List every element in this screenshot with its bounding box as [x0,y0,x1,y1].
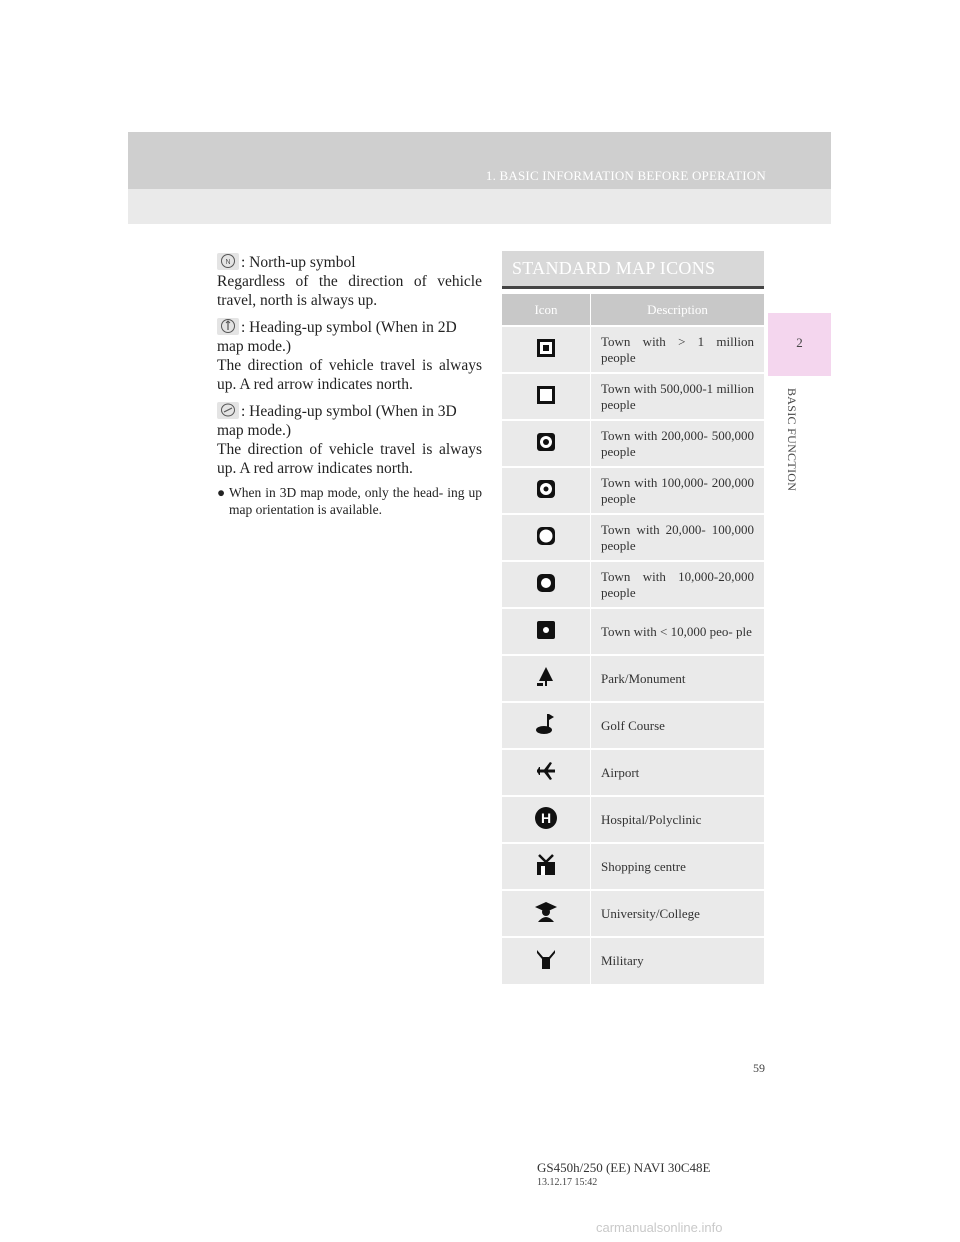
heading-2d-line [217,318,482,356]
airport-icon [534,759,558,783]
table-row [502,561,764,608]
col-header-icon: Icon [502,294,591,326]
orientation-description [217,253,482,518]
table-row [502,326,764,373]
chapter-title: 1. BASIC INFORMATION BEFORE OPERATION [485,168,766,183]
north-up-line [217,253,482,272]
town-over-1m-icon [536,338,556,358]
table-row [502,514,764,561]
north-up-icon [217,253,239,270]
row-description: Town with 500,000-1 million people [591,373,765,420]
side-tab-number [768,313,831,376]
heading-2d-text: The direction of vehicle travel is always up. A red arrow indicates north. [217,357,482,393]
table-row [502,608,764,655]
town-100k-200k-icon [536,479,556,499]
table-row [502,937,764,984]
golf-course-icon [534,712,558,736]
table-row [502,420,764,467]
town-500k-1m-icon [536,385,556,405]
side-tab-number-text: 2 [796,335,803,350]
table-row [502,373,764,420]
university-icon [534,900,558,924]
section-title-text: STANDARD MAP ICONS [512,258,716,278]
table-row [502,843,764,890]
page-number: 59 [753,1061,765,1075]
heading-3d-text: The direction of vehicle travel is always up. A red arrow indicates north. [217,441,482,477]
heading-up-2d-icon [217,318,239,335]
heading-3d-label: : Heading-up symbol (When in 3D map mode.) [217,403,457,439]
table-row [502,749,764,796]
note-bullet [217,484,482,518]
row-description: University/College [591,890,765,937]
print-timestamp: 13.12.17 15:42 [537,1177,598,1188]
svg-text:N: N [225,259,231,266]
table-row [502,890,764,937]
north-up-text: Regardless of the direction of vehicle travel, north is always up. [217,273,482,309]
park-monument-icon [534,665,558,689]
table-header-row [502,294,764,326]
table-row [502,467,764,514]
row-description: Town with < 10,000 peo- ple [591,608,765,655]
table-row [502,702,764,749]
row-description: Town with 200,000- 500,000 people [591,420,765,467]
heading-3d-line [217,402,482,440]
doc-code: GS450h/250 (EE) NAVI 30C48E [537,1160,711,1175]
town-under-10k-icon [536,620,556,640]
town-20k-100k-icon [536,526,556,546]
table-row [502,796,764,843]
watermark: carmanualsonline.info [596,1220,723,1235]
row-description: Hospital/Polyclinic [591,796,765,843]
north-up-label: : North-up symbol [241,254,356,271]
bullet-dot-icon: ● [217,485,226,500]
row-description: Town with > 1 million people [591,326,765,373]
row-description: Military [591,937,765,984]
heading-up-3d-icon [217,402,239,419]
side-tab-label [781,388,817,508]
hospital-icon [534,806,558,830]
row-description: Golf Course [591,702,765,749]
town-10k-20k-icon [536,573,556,593]
map-icons-table [502,294,764,984]
svg-text:H: H [540,809,552,826]
shopping-centre-icon [534,853,558,877]
town-200k-500k-icon [536,432,556,452]
row-description: Town with 100,000- 200,000 people [591,467,765,514]
row-description: Town with 10,000-20,000 people [591,561,765,608]
row-description: Shopping centre [591,843,765,890]
col-header-description: Description [591,294,765,326]
table-row [502,655,764,702]
row-description: Town with 20,000- 100,000 people [591,514,765,561]
note-bullet-text: When in 3D map mode, only the head- ing up map orientation is available. [229,485,482,517]
heading-2d-label: : Heading-up symbol (When in 2D map mode.) [217,319,457,355]
section-title [502,251,764,289]
side-tab-label-text: BASIC FUNCTION [785,388,799,492]
row-description: Park/Monument [591,655,765,702]
row-description: Airport [591,749,765,796]
military-icon [534,947,558,971]
